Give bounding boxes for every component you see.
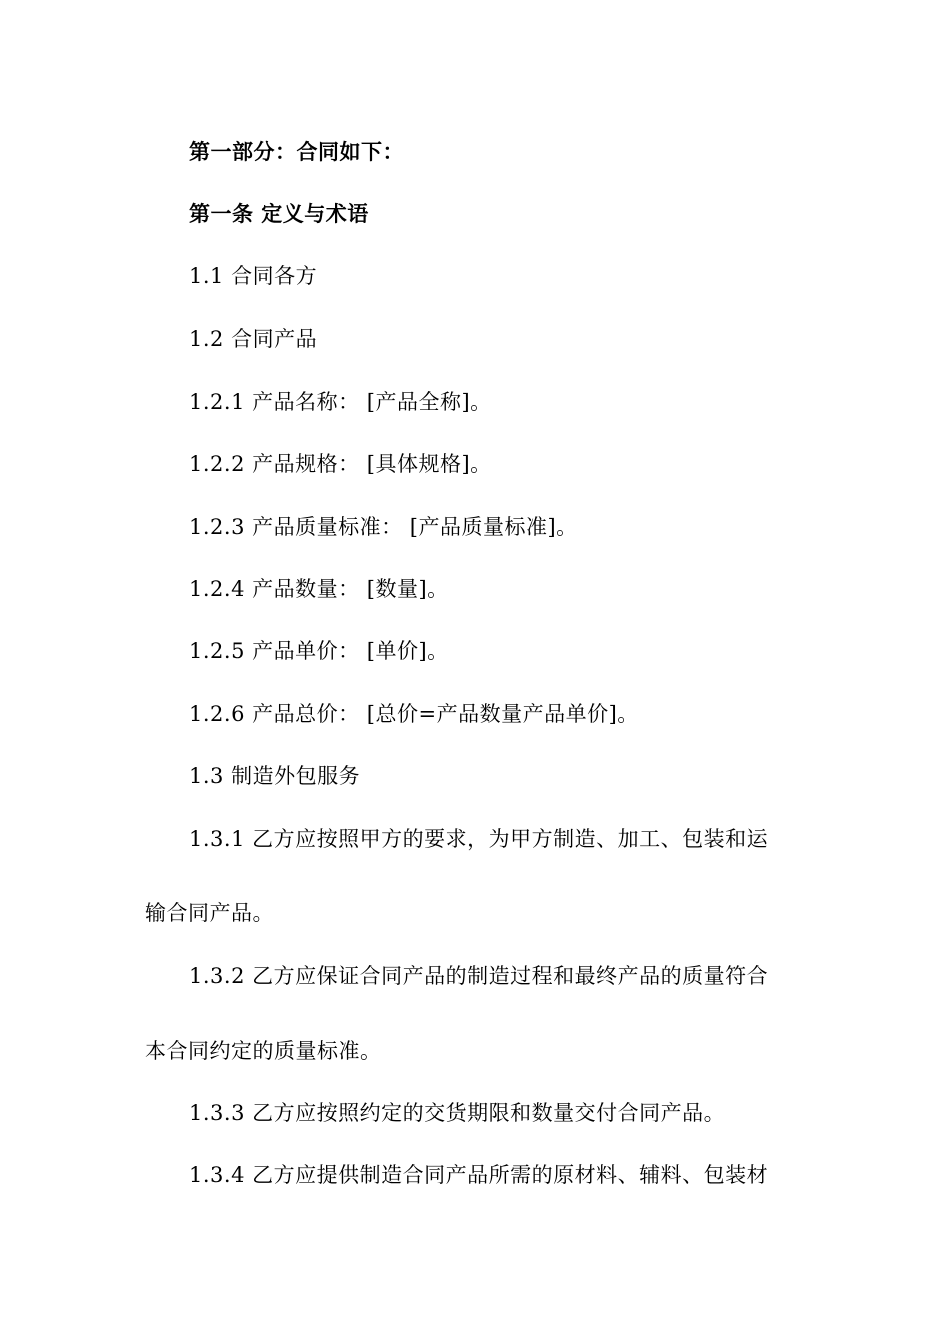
clause-1-3-4-line-1: 1.3.4 乙方应提供制造合同产品所需的原材料、辅料、包装材 [189, 1163, 769, 1187]
clause-1-3-1-line-1: 1.3.1 乙方应按照甲方的要求，为甲方制造、加工、包装和运 [189, 827, 769, 851]
clause-1-1: 1.1 合同各方 [189, 264, 318, 288]
clause-1-2-6: 1.2.6 产品总价： [总价=产品数量产品单价]。 [189, 702, 639, 726]
part-heading: 第一部分：合同如下： [189, 140, 404, 164]
article-heading: 第一条 定义与术语 [189, 202, 369, 226]
clause-1-2: 1.2 合同产品 [189, 327, 318, 351]
clause-1-3-3: 1.3.3 乙方应按照约定的交货期限和数量交付合同产品。 [189, 1101, 726, 1125]
clause-1-3-2-line-2: 本合同约定的质量标准。 [145, 1039, 382, 1063]
clause-1-2-2: 1.2.2 产品规格： [具体规格]。 [189, 452, 492, 476]
clause-1-3: 1.3 制造外包服务 [189, 764, 361, 788]
clause-1-2-1: 1.2.1 产品名称： [产品全称]。 [189, 390, 492, 414]
clause-1-3-2-line-1: 1.3.2 乙方应保证合同产品的制造过程和最终产品的质量符合 [189, 964, 769, 988]
clause-1-2-4: 1.2.4 产品数量： [数量]。 [189, 577, 449, 601]
clause-1-3-1-line-2: 输合同产品。 [145, 901, 274, 925]
clause-1-2-5: 1.2.5 产品单价： [单价]。 [189, 639, 449, 663]
clause-1-2-3: 1.2.3 产品质量标准： [产品质量标准]。 [189, 515, 578, 539]
